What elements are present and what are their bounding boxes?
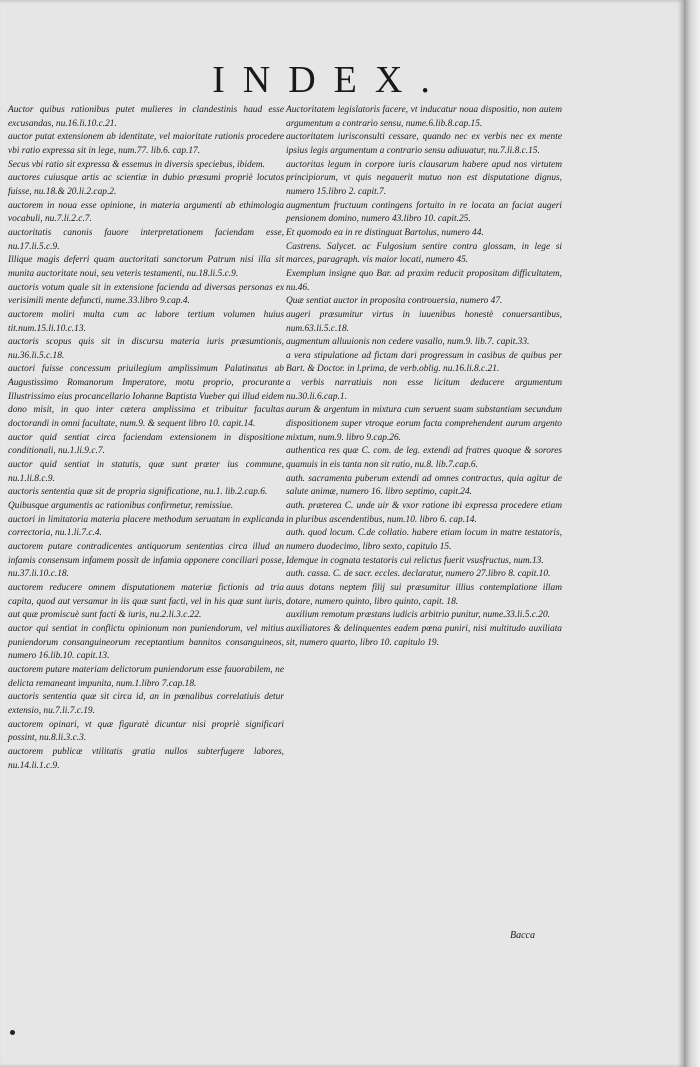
index-entry: auctoris scopus quis sit in discursu materia iuris præsumtionis, nu.36.li.5.c.18. — [8, 337, 284, 361]
index-entry: auctorem putare contradicentes antiquorum sententias circa illud an infamis consensum infamem possit de infamia opponere conciliari posse, nu.37.li.10.c.18. — [8, 542, 284, 580]
index-entry: Idemque in cognata testatoris cui relictus fuerit vsusfructus, num.13. — [286, 555, 544, 566]
index-entry: Quæ sentiat auctor in proposita controuersia, numero 47. — [286, 296, 503, 307]
index-entry: a verbis narratiuis non esse licitum deducere argumentum nu.30.li.6.cap.1. — [286, 378, 562, 402]
index-entry: augeri præsumitur virtus in iuuenibus honestè conuersantibus, num.63.li.5.c.18. — [286, 309, 562, 334]
index-entry: auctorem moliri multa cum ac labore tertium volumen huius tit.num.15.li.10.c.13. — [8, 309, 284, 334]
index-entry: auctorem putare materiam delictorum puniendorum esse fauorabilem, ne delicta remaneant impunita, num.1.libro 7.cap.18. — [8, 664, 284, 689]
index-entry: auctorem publicæ vtilitatis gratia nullos subterfugere labores, nu.14.li.1.c.9. — [8, 746, 284, 771]
index-entry: auctoritatem iurisconsulti cessare, quando nec ex verbis nec ex mente ipsius legis argumentum a contrario sensu adiuuatur, nu.7.li.8.c.15. — [286, 132, 562, 156]
index-entry: Exemplum insigne quo Bar. ad praxim reducit propositam difficultatem, nu.46. — [286, 268, 562, 293]
index-entry: auctoritas legum in corpore iuris clausarum habere apud nos virtutem principiorum, vt quis negauerit mutuo non est disputatione dignus, numero 15.libro 2. capit.7. — [286, 159, 562, 197]
index-entry: auth. cassa. C. de sacr. eccles. declaratur, numero 27.libro 8. capit.10. — [286, 569, 551, 580]
index-entry: auctor quid sentiat in statutis, quæ sunt præter ius commune, nu.1.li.8.c.9. — [8, 460, 284, 484]
index-entry: auctoris sententia quæ sit de propria significatione, nu.1. lib.2.cap.6. — [8, 487, 268, 498]
index-entry: a vera stipulatione ad fictam dari progressum in casibus de quibus per Bart. & Doctor. in l.prima, de verb.oblig. nu.16.li.8.c.21. — [286, 350, 562, 375]
index-entry: Et quomodo ea in re distinguat Bartolus, numero 44. — [286, 227, 484, 238]
index-entry: Quibusque argumentis ac rationibus confirmetur, remissiue. — [8, 501, 234, 512]
index-entry: auctoritatis canonis fauore interpretationem faciendam esse, nu.17.li.5.c.9. — [8, 227, 284, 252]
index-entry: augmentum fructuum contingens fortuito in re locata an faciat augeri pensionem domino, numero 43.libro 10. capit.25. — [286, 200, 562, 225]
index-entry: Auctor quibus rationibus putet mulieres in clandestinis haud esse excusandas, nu.16.li.10.c.21. — [8, 105, 284, 129]
index-entry: auctor quid sentiat circa faciendam extensionem in dispositione conditionali, nu.1.li.9.c.7. — [8, 432, 284, 457]
index-column-right — [286, 104, 562, 650]
ink-spot — [10, 1030, 15, 1035]
index-entry: auctorem in noua esse opinione, in materia argumenti ab ethimologia vocabuli, nu.7.li.2.c.7. — [8, 200, 284, 225]
index-entry: Secus vbi ratio sit expressa & essemus in diversis speciebus, ibidem. — [8, 159, 265, 170]
index-entry: auctori in limitatoria materia placere methodum seruatam in explicanda correctoria, nu.1.li.7.c.4. — [8, 514, 284, 539]
index-entry: auctorem opinari, vt quæ figuratè dicuntur nisi propriè significari possint, nu.8.li.3.c.3. — [8, 719, 284, 744]
index-entry: auctor putat extensionem ab identitate, vel maioritate rationis procedere vbi ratio expressa sit in lege, num.77. lib.6. cap.17. — [8, 132, 284, 156]
index-entry: auth. sacramenta puberum extendi ad omnes contractus, quia agitur de salute animæ, numero 16. libro septimo, capit.24. — [286, 473, 562, 498]
index-entry: Castrens. Salycet. ac Fulgosium sentire contra glossam, in lege si marces, paragraph. vis maior locati, numero 45. — [286, 241, 562, 266]
index-entry: auctores cuiusque artis ac scientiæ in dubio præsumi propriè locutos fuisse, nu.18.& 20.li.2.cap.2. — [8, 173, 284, 197]
index-entry: auctori fuisse concessum priuilegium amplissimum Palatinatus ab Augustissimo Romanorum Imperatore, motu proprio, procurante Illustrissimo eius procancellario Iohanne Baptista Vueber qui illud eidem dono misit, in quo inter cætera amplissima et tribuitur facultas doctorandi in omni facultate, num.9. & sequent libro 10. capit.14. — [8, 364, 285, 430]
index-entry: Auctoritatem legislatoris facere, vt inducatur noua dispositio, non autem argumentum a contrario sensu, nume.6.lib.8.cap.15. — [286, 105, 562, 129]
page-title: INDEX. — [212, 59, 448, 101]
index-entry: auth. quod locum. C.de collatio. habere etiam locum in matre testatoris, numero duodecimo, libro sexto, capitulo 15. — [286, 528, 562, 552]
index-entry: auus dotans neptem filij sui præsumitur illius contemplatione illam dotare, numero quinto, libro quinto, capit. 18. — [286, 582, 562, 607]
index-entry: authentica res quæ C. com. de leg. extendi ad fratres quoque & sorores quamuis in eis tanta non sit ratio, nu.8. lib.7.cap.6. — [286, 446, 562, 471]
index-column-left — [8, 104, 284, 773]
index-entry: aurum & argentum in mixtura cum seruent suam substantiam secundum dispositionem super vtroque eorum facta comprehendent aurum argento mixtum, num.9. libro 9.cap.26. — [286, 405, 562, 443]
index-entry: auctoris sententia quæ sit circa id, an in pœnalibus correlatiuis detur extensio, nu.7.li.7.c.19. — [8, 692, 284, 716]
catchword: Bacca — [510, 930, 535, 941]
index-entry: auctorem reducere omnem disputationem materiæ fictionis ad tria capita, quod aut versamur in iis quæ sunt facti, vel in his quæ sunt iuris, aut quæ promiscuè sunt facti & iuris, nu.2.li.3.c.22. — [8, 582, 284, 621]
index-entry: auxilium remotum præstans iudicis arbitrio punitur, nume.33.li.5.c.20. — [286, 610, 550, 621]
index-entry: Illique magis deferri quam auctoritati sanctorum Patrum nisi illa sit munita auctoritate noui, seu veteris testamenti, nu.18.li.5.c.9. — [8, 255, 284, 279]
index-entry: auctor qui sentiat in conflictu opinionum non puniendorum, vel mitius puniendorum consanguineorum receptantium bannitos consanguineos, numero 16.lib.10. capit.13. — [8, 623, 284, 662]
index-entry: augmentum alluuionis non cedere vasallo, num.9. lib.7. capit.33. — [286, 337, 530, 348]
index-entry: auth. præterea C. unde uir & vxor ratione ibi expressa procedere etiam in pluribus ascendentibus, num.10. libro 6. cap.14. — [286, 501, 562, 525]
index-entry: auxiliatores & delinquentes eadem pœna puniri, nisi multitudo auxiliata sit, numero quarto, libro 10. capitulo 19. — [286, 623, 562, 648]
page-edge — [684, 0, 700, 1067]
index-entry: auctoris votum quale sit in extensione facienda ad diversas personas ex verisimili mente defuncti, nume.33.libro 9.cap.4. — [8, 282, 284, 307]
